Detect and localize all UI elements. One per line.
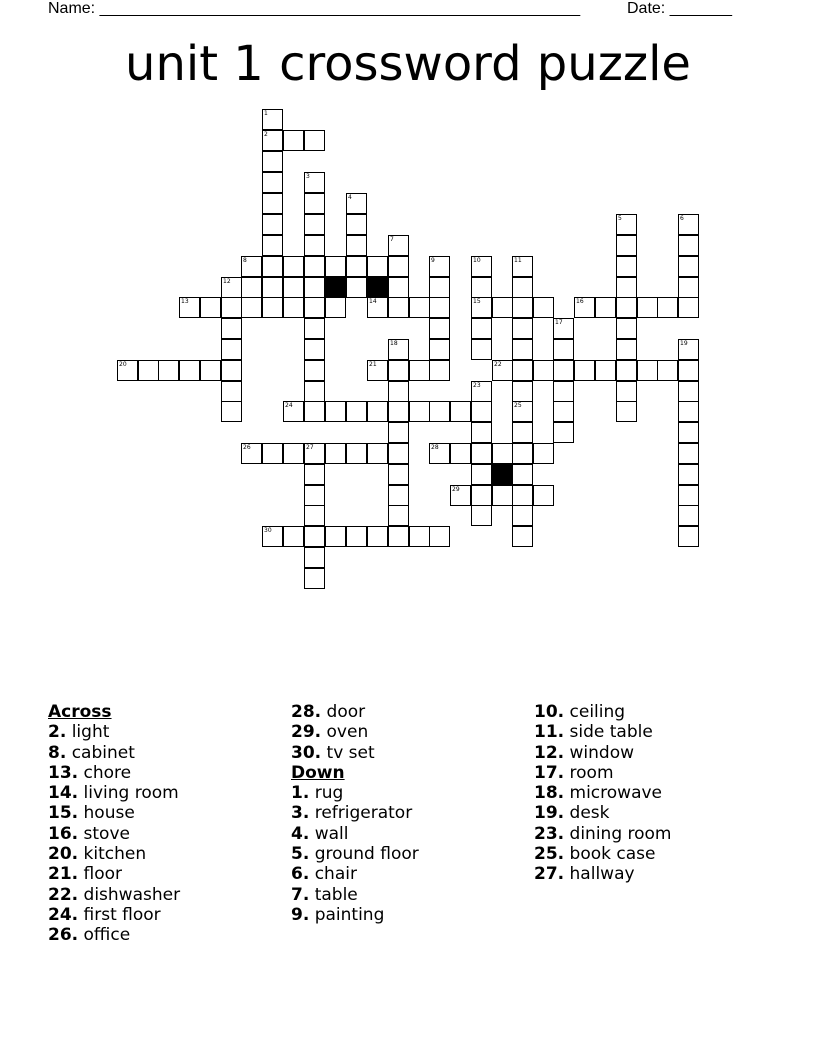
name-field-label: Name: ______________________________________________________ [48, 0, 581, 17]
clue-number-label: 14. [48, 783, 79, 804]
clue-answer-text: desk [564, 803, 610, 824]
grid-cell[interactable] [346, 256, 367, 277]
grid-cell[interactable] [346, 235, 367, 256]
clue-number-label: 20. [48, 844, 79, 865]
clue-answer-text: kitchen [78, 844, 147, 865]
grid-cell[interactable] [367, 256, 388, 277]
grid-cell[interactable] [553, 422, 574, 443]
grid-cell[interactable] [388, 485, 409, 506]
grid-cell[interactable] [409, 297, 430, 318]
clue-answer-text: light [66, 722, 110, 743]
clue-number-label: 4. [291, 823, 310, 844]
grid-cell[interactable] [429, 401, 450, 422]
clue-answer-text: ceiling [564, 702, 626, 722]
clue-item [48, 722, 180, 742]
clue-number-label: 9. [291, 904, 310, 925]
clue-answer-text: room [564, 762, 614, 783]
clue-item [48, 803, 180, 823]
grid-cell[interactable] [388, 401, 409, 422]
clue-item [534, 743, 672, 763]
clue-item [291, 905, 419, 925]
clue-number: 11 [514, 257, 522, 264]
black-cell [325, 277, 346, 298]
grid-cell[interactable] [616, 277, 637, 298]
grid-cell[interactable] [512, 526, 533, 547]
grid-cell[interactable] [388, 464, 409, 485]
clue-answer-text: floor [78, 864, 123, 885]
grid-cell[interactable] [492, 443, 513, 464]
grid-cell[interactable] [241, 277, 262, 298]
grid-cell[interactable] [262, 172, 283, 193]
grid-cell[interactable] [678, 256, 699, 277]
clue-answer-text: book case [564, 844, 656, 865]
clue-number: 1 [264, 110, 268, 117]
clue-number-label: 13. [48, 762, 79, 783]
clue-number-label: 24. [48, 904, 79, 925]
grid-cell[interactable] [304, 360, 325, 381]
clue-number: 27 [306, 444, 314, 451]
black-cell [492, 464, 513, 485]
grid-cell[interactable] [678, 381, 699, 402]
grid-cell[interactable] [283, 277, 304, 298]
across-heading: Across [48, 702, 112, 722]
grid-cell[interactable] [346, 526, 367, 547]
grid-cell[interactable] [678, 526, 699, 547]
clue-answer-text: first floor [78, 904, 161, 925]
clue-item [48, 864, 180, 884]
grid-cell[interactable] [283, 443, 304, 464]
grid-cell[interactable] [471, 318, 492, 339]
grid-cell[interactable] [512, 277, 533, 298]
grid-cell[interactable] [429, 318, 450, 339]
grid-cell[interactable] [595, 360, 616, 381]
grid-cell[interactable] [262, 256, 283, 277]
clue-item [48, 783, 180, 803]
grid-cell[interactable] [533, 485, 554, 506]
clue-answer-text: microwave [564, 783, 663, 804]
grid-cell[interactable] [512, 381, 533, 402]
grid-cell[interactable] [678, 443, 699, 464]
grid-cell[interactable] [492, 485, 513, 506]
grid-cell[interactable] [678, 505, 699, 526]
grid-cell[interactable] [325, 256, 346, 277]
clue-item [48, 905, 180, 925]
clue-item [291, 722, 419, 742]
grid-cell[interactable] [262, 235, 283, 256]
grid-cell[interactable] [388, 256, 409, 277]
clue-number-label: 18. [534, 783, 565, 804]
grid-cell[interactable] [616, 360, 637, 381]
clue-number: 21 [369, 361, 377, 368]
grid-cell[interactable] [262, 297, 283, 318]
grid-cell[interactable] [179, 360, 200, 381]
clue-number-label: 30. [291, 742, 322, 763]
clue-number: 29 [452, 486, 460, 493]
clue-number-label: 27. [534, 864, 565, 885]
clue-number-label: 2. [48, 722, 67, 743]
clue-answer-text: cabinet [66, 742, 135, 763]
clue-answer-text: refrigerator [309, 803, 413, 824]
grid-cell[interactable] [533, 297, 554, 318]
clues-column-2 [291, 702, 419, 925]
clue-number-label: 8. [48, 742, 67, 763]
grid-cell[interactable] [304, 318, 325, 339]
grid-cell[interactable] [221, 339, 242, 360]
clue-number-label: 7. [291, 884, 310, 905]
grid-cell[interactable] [283, 526, 304, 547]
grid-cell[interactable] [409, 360, 430, 381]
grid-cell[interactable] [262, 151, 283, 172]
down-heading: Down [291, 762, 345, 783]
clue-answer-text: ground floor [309, 844, 419, 865]
grid-cell[interactable] [512, 485, 533, 506]
grid-cell[interactable] [304, 505, 325, 526]
grid-cell[interactable] [616, 401, 637, 422]
clue-item [534, 803, 672, 823]
clue-number: 7 [390, 236, 394, 243]
grid-cell[interactable] [616, 318, 637, 339]
clue-number: 13 [181, 298, 189, 305]
clue-item [48, 925, 180, 945]
clue-number: 5 [618, 215, 622, 222]
grid-cell[interactable] [471, 339, 492, 360]
grid-cell[interactable] [429, 277, 450, 298]
clue-item [291, 743, 419, 763]
grid-cell[interactable] [221, 360, 242, 381]
grid-cell[interactable] [657, 297, 678, 318]
grid-cell[interactable] [346, 214, 367, 235]
grid-cell[interactable] [388, 360, 409, 381]
clue-number: 17 [555, 319, 563, 326]
grid-cell[interactable] [200, 360, 221, 381]
grid-cell[interactable] [367, 526, 388, 547]
grid-cell[interactable] [221, 401, 242, 422]
clue-number: 28 [431, 444, 439, 451]
clue-number: 26 [243, 444, 251, 451]
clue-item [48, 763, 180, 783]
clue-item [534, 864, 672, 884]
clue-answer-text: dining room [564, 823, 672, 844]
clue-number: 14 [369, 298, 377, 305]
clue-item [534, 722, 672, 742]
clue-item [291, 864, 419, 884]
grid-cell[interactable] [241, 297, 262, 318]
clue-answer-text: side table [564, 722, 653, 743]
clue-item [48, 824, 180, 844]
grid-cell[interactable] [304, 547, 325, 568]
date-field-label: Date: _______ [627, 0, 732, 17]
clue-number: 19 [680, 340, 688, 347]
clue-answer-text: tv set [321, 742, 375, 763]
grid-cell[interactable] [657, 360, 678, 381]
clue-item [534, 844, 672, 864]
grid-cell[interactable] [512, 443, 533, 464]
grid-cell[interactable] [616, 235, 637, 256]
grid-cell[interactable] [512, 360, 533, 381]
grid-cell[interactable] [409, 526, 430, 547]
grid-cell[interactable] [388, 277, 409, 298]
clue-number: 24 [285, 402, 293, 409]
grid-cell[interactable] [678, 401, 699, 422]
grid-cell[interactable] [574, 360, 595, 381]
clue-number-label: 23. [534, 823, 565, 844]
clue-answer-text: stove [78, 823, 130, 844]
grid-cell[interactable] [616, 256, 637, 277]
grid-cell[interactable] [512, 464, 533, 485]
black-cell [367, 277, 388, 298]
grid-cell[interactable] [429, 526, 450, 547]
grid-cell[interactable] [138, 360, 159, 381]
clue-item [291, 824, 419, 844]
clue-number: 15 [473, 298, 481, 305]
grid-cell[interactable] [262, 214, 283, 235]
grid-cell[interactable] [304, 526, 325, 547]
grid-cell[interactable] [304, 130, 325, 151]
clue-item [48, 885, 180, 905]
grid-cell[interactable] [388, 422, 409, 443]
clue-number-label: 19. [534, 803, 565, 824]
grid-cell[interactable] [429, 360, 450, 381]
grid-cell[interactable] [304, 193, 325, 214]
clue-number: 4 [348, 194, 352, 201]
across-clue-list-continued [291, 702, 419, 763]
clue-item [534, 763, 672, 783]
grid-cell[interactable] [512, 422, 533, 443]
clues-column-3 [534, 702, 672, 885]
grid-cell[interactable] [388, 526, 409, 547]
grid-cell[interactable] [471, 277, 492, 298]
grid-cell[interactable] [471, 443, 492, 464]
clue-item [291, 702, 419, 722]
grid-cell[interactable] [471, 422, 492, 443]
clue-number: 12 [223, 278, 231, 285]
clue-number: 25 [514, 402, 522, 409]
clue-item [534, 824, 672, 844]
clue-number: 9 [431, 257, 435, 264]
grid-cell[interactable] [637, 297, 658, 318]
clue-item [534, 702, 672, 722]
grid-cell[interactable] [388, 505, 409, 526]
down-clue-list [291, 783, 419, 925]
clue-number-label: 22. [48, 884, 79, 905]
grid-cell[interactable] [158, 360, 179, 381]
grid-cell[interactable] [304, 214, 325, 235]
clue-number: 22 [494, 361, 502, 368]
grid-cell[interactable] [409, 401, 430, 422]
grid-cell[interactable] [304, 277, 325, 298]
grid-cell[interactable] [346, 401, 367, 422]
grid-cell[interactable] [367, 401, 388, 422]
grid-cell[interactable] [325, 443, 346, 464]
grid-cell[interactable] [325, 401, 346, 422]
page-title: unit 1 crossword puzzle [125, 36, 691, 92]
grid-cell[interactable] [304, 464, 325, 485]
grid-cell[interactable] [346, 277, 367, 298]
grid-cell[interactable] [616, 381, 637, 402]
clue-number-label: 6. [291, 864, 310, 885]
clue-number: 10 [473, 257, 481, 264]
grid-cell[interactable] [304, 235, 325, 256]
grid-cell[interactable] [678, 422, 699, 443]
grid-cell[interactable] [304, 485, 325, 506]
grid-cell[interactable] [429, 297, 450, 318]
clue-number-label: 25. [534, 844, 565, 865]
grid-cell[interactable] [678, 297, 699, 318]
clue-number: 23 [473, 382, 481, 389]
grid-cell[interactable] [616, 297, 637, 318]
grid-cell[interactable] [304, 568, 325, 589]
clue-answer-text: door [321, 702, 366, 722]
grid-cell[interactable] [262, 443, 283, 464]
grid-cell[interactable] [512, 318, 533, 339]
clue-item [291, 885, 419, 905]
clue-answer-text: office [78, 925, 131, 946]
clue-number-label: 11. [534, 722, 565, 743]
grid-cell[interactable] [492, 297, 513, 318]
grid-cell[interactable] [200, 297, 221, 318]
grid-cell[interactable] [388, 443, 409, 464]
clues-column-1 [48, 702, 180, 946]
grid-cell[interactable] [533, 443, 554, 464]
grid-cell[interactable] [471, 485, 492, 506]
clue-answer-text: house [78, 803, 135, 824]
clue-number: 8 [243, 257, 247, 264]
clue-answer-text: oven [321, 722, 369, 743]
grid-cell[interactable] [471, 464, 492, 485]
grid-cell[interactable] [450, 443, 471, 464]
grid-cell[interactable] [450, 401, 471, 422]
clue-answer-text: dishwasher [78, 884, 181, 905]
clue-number: 20 [119, 361, 127, 368]
grid-cell[interactable] [283, 256, 304, 277]
clue-answer-text: wall [309, 823, 349, 844]
clue-item [48, 743, 180, 763]
grid-cell[interactable] [512, 505, 533, 526]
grid-cell[interactable] [304, 401, 325, 422]
clue-item [48, 844, 180, 864]
down-clue-list-continued [534, 702, 672, 885]
clue-item [291, 783, 419, 803]
clue-number-label: 3. [291, 803, 310, 824]
clue-answer-text: chore [78, 762, 132, 783]
grid-cell[interactable] [283, 130, 304, 151]
grid-cell[interactable] [221, 297, 242, 318]
clue-answer-text: chair [309, 864, 357, 885]
clue-number-label: 28. [291, 702, 322, 722]
grid-cell[interactable] [471, 505, 492, 526]
across-clue-list [48, 722, 180, 945]
grid-cell[interactable] [678, 464, 699, 485]
grid-cell[interactable] [678, 360, 699, 381]
clue-number-label: 5. [291, 844, 310, 865]
grid-cell[interactable] [637, 360, 658, 381]
grid-cell[interactable] [388, 381, 409, 402]
grid-cell[interactable] [678, 277, 699, 298]
grid-cell[interactable] [221, 381, 242, 402]
clue-number: 18 [390, 340, 398, 347]
grid-cell[interactable] [262, 193, 283, 214]
grid-cell[interactable] [678, 235, 699, 256]
grid-cell[interactable] [283, 297, 304, 318]
clue-item [291, 803, 419, 823]
grid-cell[interactable] [553, 360, 574, 381]
grid-cell[interactable] [471, 401, 492, 422]
grid-cell[interactable] [325, 526, 346, 547]
grid-cell[interactable] [595, 297, 616, 318]
clue-number-label: 16. [48, 823, 79, 844]
clue-number: 2 [264, 131, 268, 138]
clue-number: 3 [306, 173, 310, 180]
clue-number-label: 26. [48, 925, 79, 946]
grid-cell[interactable] [304, 381, 325, 402]
grid-cell[interactable] [512, 297, 533, 318]
clue-answer-text: hallway [564, 864, 635, 885]
grid-cell[interactable] [304, 339, 325, 360]
grid-cell[interactable] [262, 277, 283, 298]
grid-cell[interactable] [346, 443, 367, 464]
clue-number: 16 [576, 298, 584, 305]
grid-cell[interactable] [616, 339, 637, 360]
clue-answer-text: living room [78, 783, 179, 804]
clue-number-label: 17. [534, 762, 565, 783]
clue-answer-text: rug [309, 783, 344, 804]
grid-cell[interactable] [388, 297, 409, 318]
clue-answer-text: window [564, 742, 635, 763]
clue-number-label: 1. [291, 783, 310, 804]
clue-item [534, 783, 672, 803]
clue-number: 6 [680, 215, 684, 222]
grid-cell[interactable] [429, 339, 450, 360]
grid-cell[interactable] [304, 256, 325, 277]
clue-answer-text: table [309, 884, 358, 905]
clue-item [291, 844, 419, 864]
clue-number-label: 21. [48, 864, 79, 885]
clue-number-label: 12. [534, 742, 565, 763]
grid-cell[interactable] [367, 443, 388, 464]
grid-cell[interactable] [512, 339, 533, 360]
grid-cell[interactable] [221, 318, 242, 339]
clue-number-label: 15. [48, 803, 79, 824]
grid-cell[interactable] [553, 401, 574, 422]
grid-cell[interactable] [553, 339, 574, 360]
clue-answer-text: painting [309, 904, 385, 925]
grid-cell[interactable] [678, 485, 699, 506]
grid-cell[interactable] [553, 381, 574, 402]
clue-number-label: 29. [291, 722, 322, 743]
clue-number: 30 [264, 527, 272, 534]
clue-number-label: 10. [534, 702, 565, 722]
grid-cell[interactable] [304, 297, 325, 318]
grid-cell[interactable] [325, 297, 346, 318]
grid-cell[interactable] [533, 360, 554, 381]
